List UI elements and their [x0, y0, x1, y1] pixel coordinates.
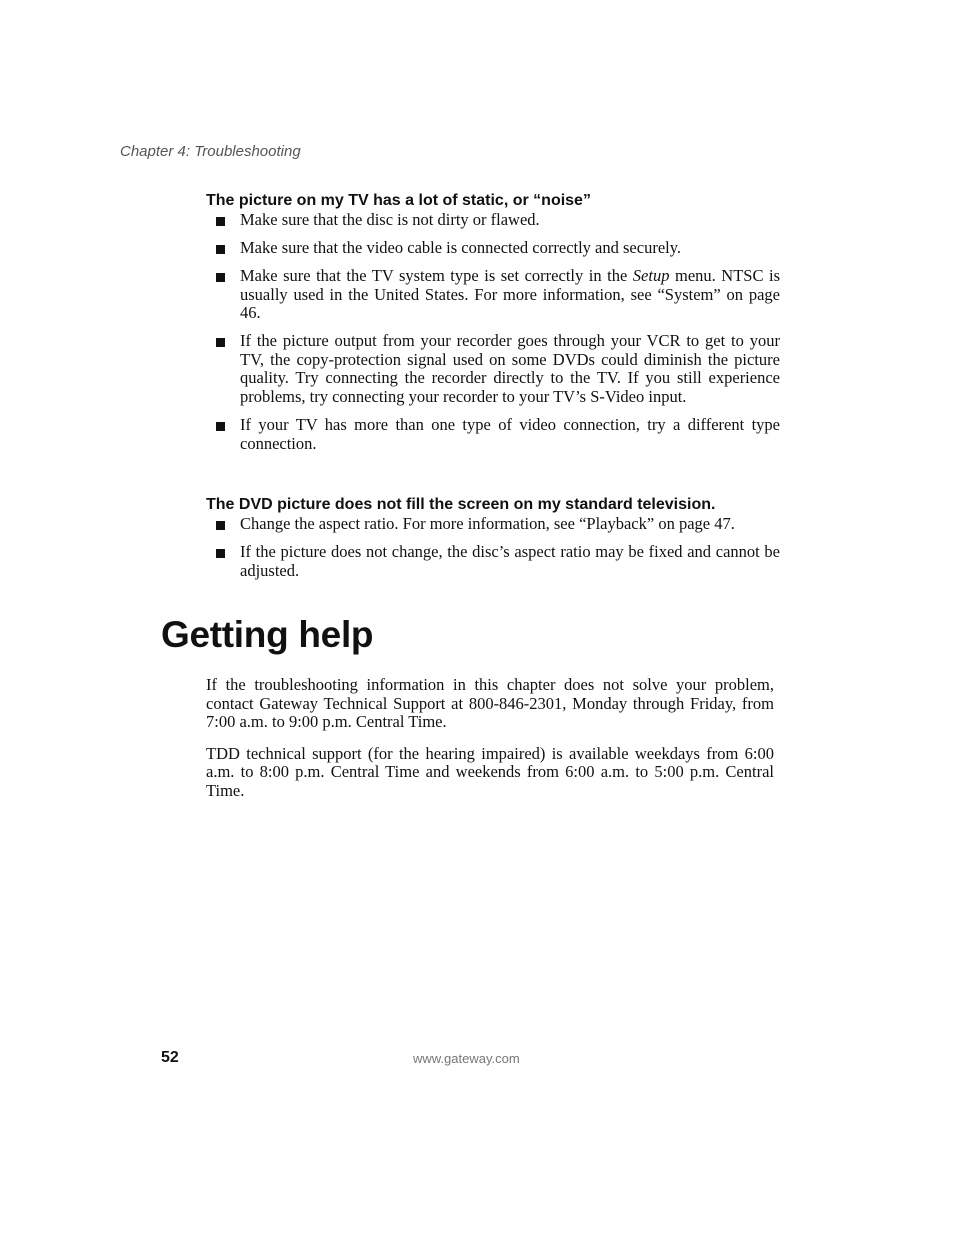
page-number: 52 — [161, 1049, 179, 1066]
list-item-text: Make sure that the video cable is connected correctly and securely. — [240, 237, 682, 257]
footer-url: www.gateway.com — [413, 1051, 520, 1066]
list-item-text-start: Make sure that the TV system type is set correctly in the — [240, 265, 633, 285]
square-bullet-icon — [216, 338, 225, 347]
section-heading: The DVD picture does not fill the screen on my standard television. — [206, 496, 716, 513]
tdd-support-paragraph: TDD technical support (for the hearing impaired) is available weekdays from 6:00 a.m. to 8:00 p.m. Central Time and weekends from 6:00 a.m. to 5:00 p.m. Central Time. — [206, 743, 774, 800]
list-item-text: If your TV has more than one type of video connection, try a different type connection. — [240, 414, 780, 453]
section-heading: The picture on my TV has a lot of static, or “noise” — [206, 192, 591, 209]
square-bullet-icon — [216, 273, 225, 282]
square-bullet-icon — [216, 549, 225, 558]
list-item — [206, 267, 780, 323]
list-item — [206, 515, 780, 534]
list-item — [206, 239, 780, 258]
list-item-text: Make sure that the disc is not dirty or flawed. — [240, 210, 540, 229]
square-bullet-icon — [216, 521, 225, 530]
getting-help-body — [206, 676, 774, 814]
list-item-text: Change the aspect ratio. For more information, see “Playback” on page 47. — [240, 514, 735, 533]
menu-name-emphasis: Setup — [632, 265, 670, 285]
list-item-text: If the picture output from your recorder goes through your VCR to get to your TV, the copy-protection signal used on some DVDs could diminish the picture quality. Try connecting the recorder directly to the TV. If you still experience problems, try connecting your recorder to your TV’s S-Video input. — [240, 331, 780, 406]
list-item-text-end: menu. NTSC is usually used in the United States. For more information, see “System” on page 46. — [240, 265, 780, 323]
list-item — [206, 416, 780, 453]
square-bullet-icon — [216, 422, 225, 431]
list-item — [206, 543, 780, 580]
troubleshooting-section-screen-fill — [206, 495, 780, 580]
square-bullet-icon — [216, 217, 225, 226]
list-item — [206, 332, 780, 406]
bullet-list — [206, 515, 780, 580]
support-paragraph: If the troubleshooting information in this chapter does not solve your problem, contact Gateway Technical Support at 800-846-2301, Monday through Friday, from 7:00 a.m. to 9:00 p.m. Central Time. — [206, 675, 774, 732]
troubleshooting-section-static-noise — [206, 191, 780, 453]
running-head: Chapter 4: Troubleshooting — [120, 143, 301, 160]
list-item — [206, 211, 780, 230]
bullet-list — [206, 211, 780, 453]
list-item-text: If the picture does not change, the disc’s aspect ratio may be fixed and cannot be adjusted. — [240, 541, 780, 580]
square-bullet-icon — [216, 245, 225, 254]
getting-help-heading: Getting help — [161, 614, 374, 655]
